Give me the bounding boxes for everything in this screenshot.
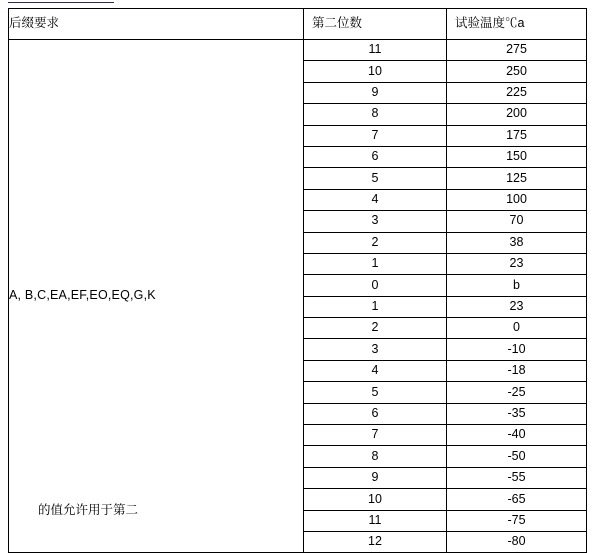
digit-cell: 9 <box>304 82 447 103</box>
temp-cell: -75 <box>447 510 587 531</box>
digit-cell: 6 <box>304 146 447 167</box>
temp-cell: 23 <box>447 296 587 317</box>
temp-cell: -25 <box>447 382 587 403</box>
header-second-digit: 第二位数 <box>304 9 447 40</box>
table-body <box>9 9 587 553</box>
digit-cell: 6 <box>304 403 447 424</box>
temp-cell: 150 <box>447 146 587 167</box>
digit-cell: 5 <box>304 168 447 189</box>
temp-cell: 23 <box>447 253 587 274</box>
temp-cell: -55 <box>447 467 587 488</box>
digit-cell: 1 <box>304 296 447 317</box>
suffix-requirement-value: A, B,C,EA,EF,EO,EQ,G,K <box>9 40 304 553</box>
temp-cell: 38 <box>447 232 587 253</box>
temp-cell: -80 <box>447 531 587 552</box>
temp-cell: -18 <box>447 360 587 381</box>
digit-cell: 3 <box>304 211 447 232</box>
header-test-temp: 试验温度℃a <box>447 9 587 40</box>
temp-cell: 175 <box>447 125 587 146</box>
digit-cell: 1 <box>304 253 447 274</box>
temp-cell: 225 <box>447 82 587 103</box>
header-suffix: 后缀要求 <box>9 9 304 40</box>
temp-cell: -10 <box>447 339 587 360</box>
temp-cell: -65 <box>447 489 587 510</box>
temp-cell: 70 <box>447 211 587 232</box>
digit-cell: 10 <box>304 489 447 510</box>
digit-cell: 7 <box>304 425 447 446</box>
table-header-row <box>9 9 587 40</box>
temp-cell: b <box>447 275 587 296</box>
digit-cell: 11 <box>304 510 447 531</box>
digit-cell: 11 <box>304 40 447 61</box>
digit-cell: 7 <box>304 125 447 146</box>
digit-cell: 3 <box>304 339 447 360</box>
temp-cell: -35 <box>447 403 587 424</box>
temp-cell: 0 <box>447 318 587 339</box>
temperature-table <box>8 8 587 553</box>
digit-cell: 4 <box>304 360 447 381</box>
temp-cell: 100 <box>447 189 587 210</box>
temp-cell: 250 <box>447 61 587 82</box>
digit-cell: 5 <box>304 382 447 403</box>
digit-cell: 0 <box>304 275 447 296</box>
temp-cell: 200 <box>447 104 587 125</box>
digit-cell: 12 <box>304 531 447 552</box>
temp-cell: 125 <box>447 168 587 189</box>
digit-cell: 2 <box>304 232 447 253</box>
temp-cell: -50 <box>447 446 587 467</box>
top-rule-divider <box>8 2 114 3</box>
temp-cell: 275 <box>447 40 587 61</box>
table-row <box>9 40 587 61</box>
digit-cell: 10 <box>304 61 447 82</box>
digit-cell: 9 <box>304 467 447 488</box>
temp-cell: -40 <box>447 425 587 446</box>
footer-note: 的值允许用于第二 <box>38 503 139 517</box>
digit-cell: 4 <box>304 189 447 210</box>
digit-cell: 8 <box>304 446 447 467</box>
digit-cell: 2 <box>304 318 447 339</box>
digit-cell: 8 <box>304 104 447 125</box>
